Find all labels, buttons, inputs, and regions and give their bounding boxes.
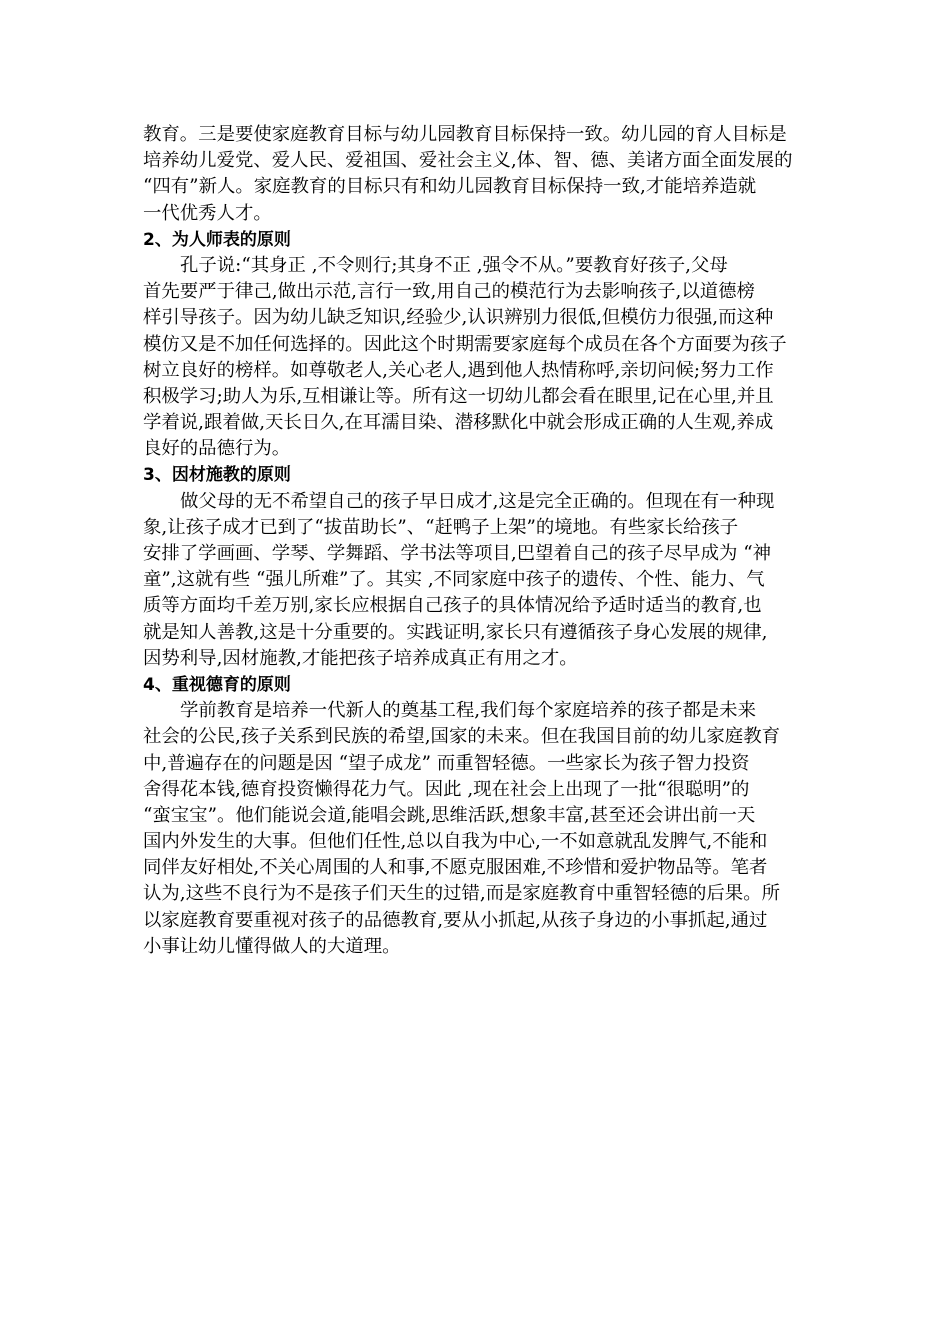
text-line: “四有”新人。家庭教育的目标只有和幼儿园教育目标保持一致,才能培养造就 [143,176,757,198]
text-line: 同伴友好相处,不关心周围的人和事,不愿克服困难,不珍惜和爱护物品等。笔者 [143,857,768,879]
text-line: 孔子说:“其身正 ,不令则行;其身不正 ,强令不从。”要教育好孩子,父母 [180,254,728,276]
text-line: 质等方面均千差万别,家长应根据自己孩子的具体情况给予适时适当的教育,也 [143,595,762,617]
text-line: 社会的公民,孩子关系到民族的希望,国家的未来。但在我国目前的幼儿家庭教育 [143,726,780,748]
text-line: 教育。三是要使家庭教育目标与幼儿园教育目标保持一致。幼儿园的育人目标是 [143,124,787,145]
text-line: 良好的品德行为。 [143,438,291,460]
text-line: 学着说,跟着做,天长日久,在耳濡目染、潜移默化中就会形成正确的人生观,养成 [143,412,774,434]
text-line: 就是知人善教,这是十分重要的。实践证明,家长只有遵循孩子身心发展的规律, [143,621,768,643]
section-heading: 4、重视德育的原则 [143,674,291,695]
text-line: “蛮宝宝”。他们能说会道,能唱会跳,思维活跃,想象丰富,甚至还会讲出前一天 [143,804,756,826]
text-line: 培养幼儿爱党、爱人民、爱祖国、爱社会主义,体、智、德、美诸方面全面发展的 [143,150,793,172]
text-line: 因势利导,因材施教,才能把孩子培养成真正有用之才。 [143,647,578,669]
text-line: 象,让孩子成才已到了“拔苗助长”、“赶鸭子上架”的境地。有些家长给孩子 [143,516,739,538]
document-body [143,122,811,960]
text-line: 安排了学画画、学琴、学舞蹈、学书法等项目,巴望着自己的孩子尽早成为 “神 [143,543,771,564]
text-line: 做父母的无不希望自己的孩子早日成才,这是完全正确的。但现在有一种现 [180,490,775,512]
section-individualized-teaching [143,462,811,672]
text-line: 一代优秀人才。 [143,202,272,224]
text-line: 首先要严于律己,做出示范,言行一致,用自己的模范行为去影响孩子,以道德榜 [143,281,755,303]
text-line: 童”,这就有些 “强儿所难”了。其实 ,不同家庭中孩子的遗传、个性、能力、气 [143,569,765,591]
text-line: 舍得花本钱,德育投资懒得花力气。因此 ,现在社会上出现了一批“很聪明”的 [143,778,750,800]
section-moral-education [143,672,811,960]
text-line: 国内外发生的大事。但他们任性,总以自我为中心,一不如意就乱发脾气,不能和 [143,831,768,853]
text-line: 以家庭教育要重视对孩子的品德教育,要从小抓起,从孩子身边的小事抓起,通过 [143,909,768,931]
text-line: 积极学习;助人为乐,互相谦让等。所有这一切幼儿都会看在眼里,记在心里,并且 [143,385,774,407]
text-line: 样引导孩子。因为幼儿缺乏知识,经验少,认识辨别力很低,但模仿力很强,而这种 [143,307,774,329]
intro-paragraph [143,122,811,227]
section-role-model [143,227,811,463]
text-line: 小事让幼儿懂得做人的大道理。 [143,935,401,957]
section-heading: 3、因材施教的原则 [143,465,291,486]
section-heading: 2、为人师表的原则 [143,229,291,250]
text-line: 树立良好的榜样。如尊敬老人,关心老人,遇到他人热情称呼,亲切问候;努力工作 [143,359,774,381]
text-line: 中,普遍存在的问题是因 “望子成龙” 而重智轻德。一些家长为孩子智力投资 [143,752,750,774]
text-line: 学前教育是培养一代新人的奠基工程,我们每个家庭培养的孩子都是未来 [180,700,756,722]
text-line: 认为,这些不良行为不是孩子们天生的过错,而是家庭教育中重智轻德的后果。所 [143,883,780,905]
text-line: 模仿又是不加任何选择的。因此这个时期需要家庭每个成员在各个方面要为孩子 [143,333,787,355]
